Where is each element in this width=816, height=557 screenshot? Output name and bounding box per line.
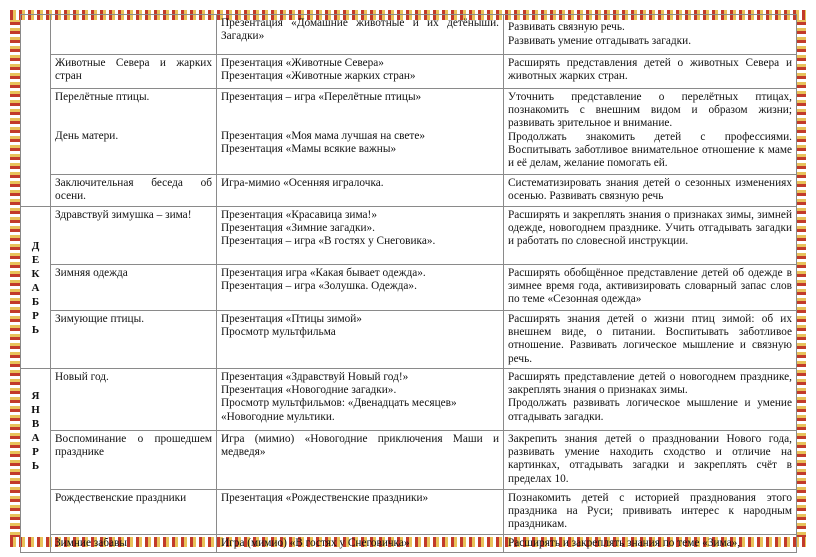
activity-text: Презентация «Здравствуй Новый год!»	[221, 371, 409, 383]
goal-text: Продолжать развивать логическое мышление и умение отгадывать загадки.	[508, 397, 792, 423]
activity-cell: Игра-мимио «Осенняя игралочка.	[217, 175, 504, 207]
table-row	[21, 15, 797, 55]
activity-cell	[217, 15, 504, 55]
goal-cell: Расширять и закреплять знания о признаках зимы, зимней одежде, новогоднем празднике. Учить отгадывать загадки и работать по словесной инструкции.	[504, 207, 797, 265]
goal-text: Развивать умение отгадывать загадки.	[508, 34, 692, 47]
activity-text: Презентация «Домашние животные и их детёныши. Загадки»	[221, 17, 499, 43]
topic-cell: Рождественские праздники	[51, 490, 217, 535]
goal-cell: Расширять и закреплять знания по теме «Зима»,	[504, 534, 797, 552]
activity-text: Просмотр мультфильмов: «Двенадцать месяцев»	[221, 397, 457, 410]
activity-cell	[217, 207, 504, 265]
month-cell-november	[21, 15, 51, 207]
goal-text: Продолжать знакомить детей с профессиями. Воспитывать заботливое внимательное отношение к маме и её делам, желание помогать ей.	[508, 130, 792, 170]
goal-text: Развивать связную речь.	[508, 21, 625, 34]
topic-cell: Новый год.	[51, 369, 217, 431]
goal-cell	[504, 89, 797, 175]
activity-cell	[217, 369, 504, 431]
topic-cell: Воспоминание о прошедшем празднике	[51, 431, 217, 490]
topic-cell: Зимние забавы	[51, 534, 217, 552]
topic-cell: Животные Севера и жарких стран	[51, 55, 217, 89]
table-row	[21, 431, 797, 490]
table-row	[21, 534, 797, 552]
activity-text: Просмотр мультфильма	[221, 326, 336, 339]
goal-cell: Расширять знания детей о жизни птиц зимой: об их внешнем виде, о питании. Воспитывать заботливое отношение. Развивать логическое мышление и связную речь.	[504, 311, 797, 369]
table-row	[21, 175, 797, 207]
topic-cell: Зимующие птицы.	[51, 311, 217, 369]
activity-cell: Игра (мимио) «В гостях у Снеговичка»	[217, 534, 504, 552]
month-cell-december: Д Е К А Б Р Ь	[21, 207, 51, 369]
table-row	[21, 369, 797, 431]
goal-text: Уточнить представление о перелётных птицах, познакомить с внешним видом и образом жизни; развивать зрительное и внимание.	[508, 91, 792, 130]
topic-cell: Заключительная беседа об осени.	[51, 175, 217, 207]
activity-cell	[217, 311, 504, 369]
month-cell-january: Я Н В А Р Ь	[21, 369, 51, 553]
topic-text: День матери.	[55, 130, 119, 143]
table-row	[21, 490, 797, 535]
table-row	[21, 311, 797, 369]
activity-text: Презентация «Зимние загадки».	[221, 222, 375, 235]
activity-text: Презентация «Новогодние загадки».	[221, 384, 397, 397]
activity-text: Презентация игра «Какая бывает одежда».	[221, 267, 426, 279]
activity-text: Презентация «Животные жарких стран»	[221, 70, 416, 83]
activity-cell	[217, 55, 504, 89]
table-row	[21, 55, 797, 89]
topic-cell: Здравствуй зимушка – зима!	[51, 207, 217, 265]
goal-cell: Систематизировать знания детей о сезонных изменениях осенью. Развивать связную речь	[504, 175, 797, 207]
topic-cell	[51, 15, 217, 55]
activity-text: Презентация – игра «В гостях у Снеговика».	[221, 235, 436, 248]
activity-cell	[217, 89, 504, 175]
goal-cell	[504, 15, 797, 55]
table-row	[21, 265, 797, 311]
goal-cell: Познакомить детей с историей празднования этого праздника на Руси; прививать интерес к народным праздникам.	[504, 490, 797, 535]
table-row	[21, 89, 797, 175]
topic-cell	[51, 89, 217, 175]
topic-text: Перелётные птицы.	[55, 91, 150, 103]
activity-cell: Игра (мимио) «Новогодние приключения Маши и медведя»	[217, 431, 504, 490]
activity-text: Презентация – игра «Перелётные птицы»	[221, 91, 422, 103]
goal-cell: Расширять представления детей о животных Севера и животных жарких стран.	[504, 55, 797, 89]
topic-cell: Зимняя одежда	[51, 265, 217, 311]
activity-cell	[217, 265, 504, 311]
activity-text: Презентация «Моя мама лучшая на свете»	[221, 130, 426, 143]
activity-text: «Новогодние мультики.	[221, 410, 335, 423]
table-row	[21, 207, 797, 265]
goal-cell: Расширять обобщённое представление детей об одежде в зимнее время года, активизировать словарный запас слов по теме «Сезонная одежда»	[504, 265, 797, 311]
activity-text: Презентация «Животные Севера»	[221, 57, 384, 69]
activity-text: Презентация «Мамы всякие важны»	[221, 143, 397, 156]
goal-text: Расширять представление детей о новогоднем празднике, закреплять знания о признаках зимы.	[508, 371, 792, 397]
activity-text: Презентация «Птицы зимой»	[221, 313, 362, 325]
goal-cell	[504, 369, 797, 431]
activity-cell: Презентация «Рождественские праздники»	[217, 490, 504, 535]
activity-text: Презентация «Красавица зима!»	[221, 209, 377, 221]
activity-text: Презентация – игра «Золушка. Одежда».	[221, 280, 417, 293]
goal-cell: Закрепить знания детей о праздновании Нового года, развивать умение находить сходство и отличие на картинках, отгадывать загадки и закреплять счёт в пределах 10.	[504, 431, 797, 490]
plan-table	[20, 14, 797, 553]
